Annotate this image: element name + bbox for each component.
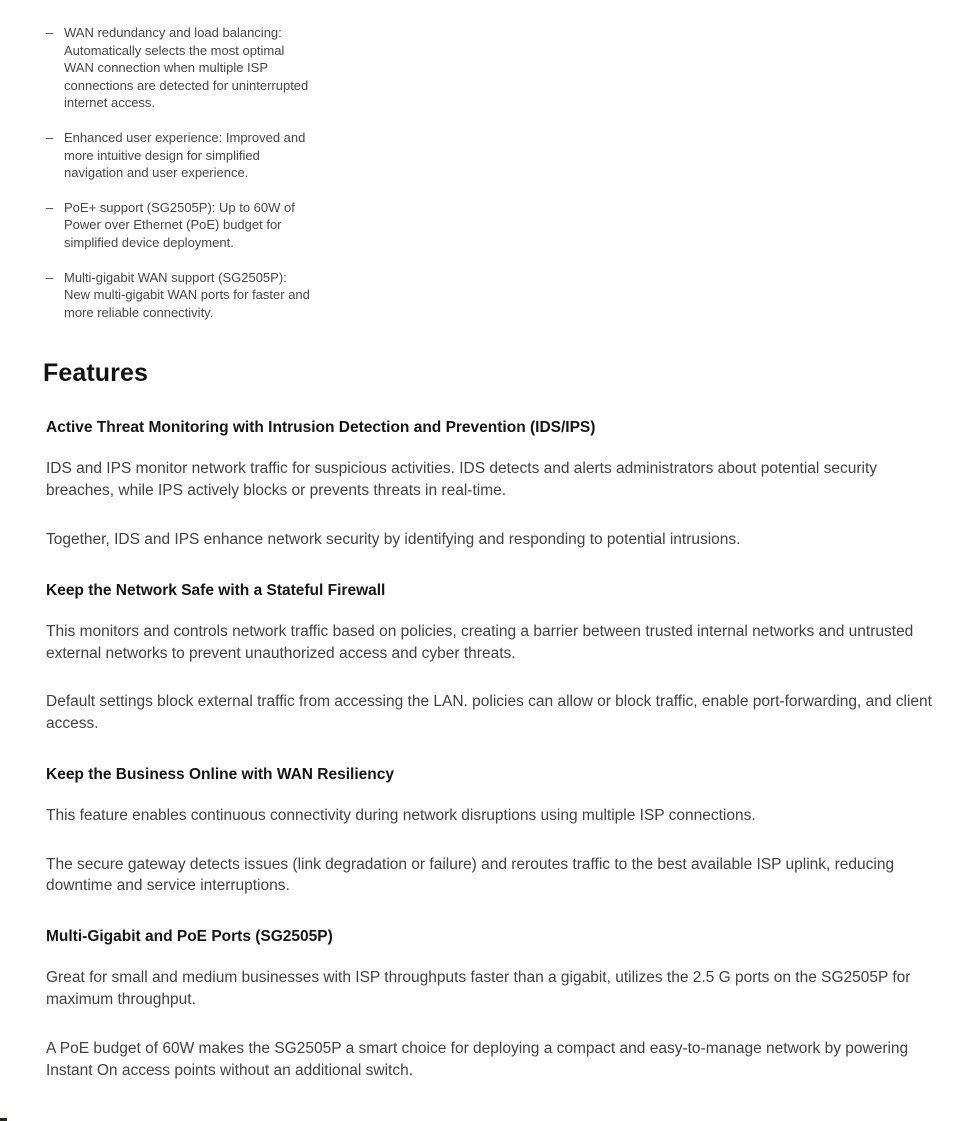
list-item — [46, 269, 312, 322]
key-points-list — [46, 0, 312, 321]
feature-paragraph: This monitors and controls network traffic based on policies, creating a barrier between trusted internal networks and untrusted external networks to prevent unauthorized access and cyber threats. — [46, 622, 914, 662]
bullet-dash: – — [46, 199, 54, 215]
feature-heading-wan-resiliency: Keep the Business Online with WAN Resiliency — [46, 765, 394, 783]
list-item-text: Multi-gigabit WAN support (SG2505P): New multi-gigabit WAN ports for faster and more reliable connectivity. — [64, 269, 310, 320]
section-title-features: Features — [43, 359, 149, 388]
feature-paragraph: IDS and IPS monitor network traffic for suspicious activities. IDS detects and alerts administrators about potential security breaches, while IPS actively blocks or prevents threats in real-time. — [46, 460, 878, 500]
list-item-text: WAN redundancy and load balancing: Automatically selects the most optimal WAN connection when multiple ISP connections are detected for uninterrupted internet access. — [64, 25, 309, 111]
list-item — [46, 24, 312, 112]
feature-paragraph: Great for small and medium businesses with ISP throughputs faster than a gigabit, utilizes the 2.5 G ports on the SG2505P for maximum throughput. — [46, 969, 911, 1009]
bullet-dash: – — [46, 25, 54, 40]
bullet-dash: – — [46, 269, 54, 285]
feature-heading-multi-gigabit-poe: Multi-Gigabit and PoE Ports (SG2505P) — [46, 928, 333, 946]
feature-paragraph: Together, IDS and IPS enhance network security by identifying and responding to potential intrusions. — [46, 530, 741, 548]
list-item-text: PoE+ support (SG2505P): Up to 60W of Power over Ethernet (PoE) budget for simplified device deployment. — [64, 199, 295, 250]
list-item — [46, 199, 312, 252]
feature-heading-ids-ips: Active Threat Monitoring with Intrusion Detection and Prevention (IDS/IPS) — [46, 419, 596, 437]
bullet-dash: – — [46, 129, 54, 145]
feature-paragraph: The secure gateway detects issues (link degradation or failure) and reroutes traffic to the best available ISP uplink, reducing downtime and service interruptions. — [46, 855, 895, 895]
features-content — [46, 418, 943, 1081]
feature-paragraph: This feature enables continuous connectivity during network disruptions using multiple ISP connections. — [46, 806, 756, 824]
feature-paragraph: A PoE budget of 60W makes the SG2505P a smart choice for deploying a compact and easy-to-manage network by powering Instant On access points without an additional switch. — [46, 1039, 909, 1079]
feature-paragraph: Default settings block external traffic from accessing the LAN. policies can allow or block traffic, enable port-forwarding, and client access. — [46, 693, 932, 733]
list-item-text: Enhanced user experience: Improved and more intuitive design for simplified navigation and user experience. — [64, 129, 306, 181]
feature-heading-stateful-firewall: Keep the Network Safe with a Stateful Firewall — [46, 581, 386, 599]
list-item — [46, 129, 312, 182]
